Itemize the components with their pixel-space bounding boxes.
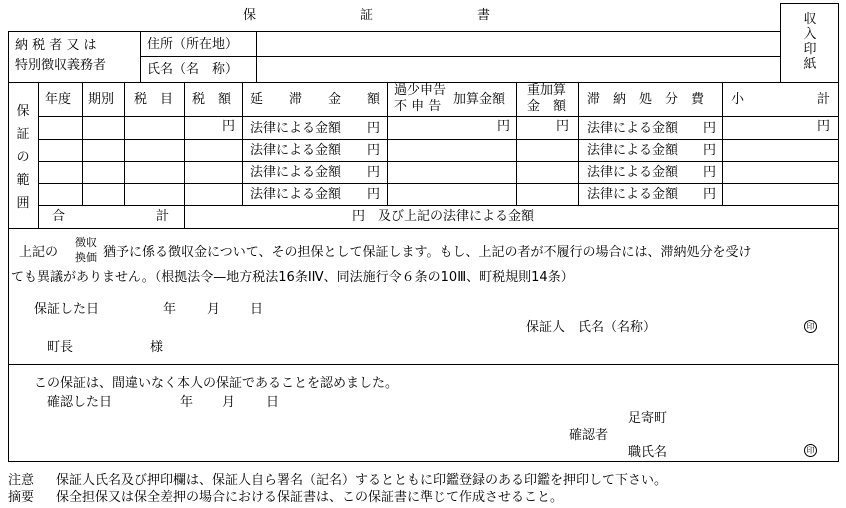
confirmation-day: 日 bbox=[266, 395, 280, 410]
header-heavy-line2: 金 額 bbox=[527, 99, 567, 114]
disposition-legal-3: 法律による金額 bbox=[587, 165, 679, 180]
disposition-yen-2: 円 bbox=[703, 143, 717, 158]
statement-prefix: 上記の bbox=[19, 245, 59, 260]
delinquency-legal-4: 法律による金額 bbox=[250, 187, 342, 202]
statement-kanji-top: 徴収 bbox=[75, 236, 97, 249]
confirmation-town: 足寄町 bbox=[628, 411, 668, 426]
scope-side-label: 保 証 の 範 囲 bbox=[16, 104, 30, 211]
delinquency-legal-1: 法律による金額 bbox=[250, 121, 342, 136]
header-underreport-line1: 過少申告 bbox=[394, 83, 447, 98]
confirmation-year: 年 bbox=[180, 395, 194, 410]
revenue-stamp-box: 収 入 印 紙 bbox=[803, 12, 817, 72]
taxpayer-label-line1: 納 税 者 又 は bbox=[15, 38, 97, 53]
delinquency-yen-3: 円 bbox=[367, 165, 381, 180]
delinquency-yen-4: 円 bbox=[367, 187, 381, 202]
guarantor-seal-mark: 印 bbox=[804, 320, 817, 333]
header-year: 年度 bbox=[45, 92, 72, 107]
delinquency-yen-2: 円 bbox=[367, 143, 381, 158]
guarantee-year: 年 bbox=[163, 302, 177, 317]
guarantee-month: 月 bbox=[207, 302, 221, 317]
taxpayer-label-line2: 特別徴収義務者 bbox=[15, 58, 107, 73]
tax-amount-yen: 円 bbox=[222, 119, 236, 134]
total-label: 合 計 bbox=[52, 209, 170, 224]
confirmer-label: 確認者 bbox=[569, 428, 609, 443]
addressee-honorific: 様 bbox=[150, 340, 164, 355]
address-label: 住所（所在地） bbox=[147, 37, 239, 52]
confirmation-month: 月 bbox=[222, 395, 236, 410]
confirmer-seal-mark: 印 bbox=[804, 444, 817, 457]
disposition-legal-2: 法律による金額 bbox=[587, 143, 679, 158]
confirmer-position-name: 職氏名 bbox=[628, 445, 668, 460]
name-label: 氏名（名 称） bbox=[147, 62, 239, 77]
guarantee-date-label: 保証した日 bbox=[34, 302, 100, 317]
heavy-yen: 円 bbox=[556, 119, 570, 134]
guarantee-day: 日 bbox=[250, 302, 264, 317]
total-value: 円 及び上記の法律による金額 bbox=[352, 209, 535, 224]
subtotal-yen: 円 bbox=[817, 119, 831, 134]
disposition-legal-1: 法律による金額 bbox=[587, 121, 679, 136]
header-tax-amount: 税 額 bbox=[192, 92, 232, 107]
note-text: 保証人氏名及び押印欄は、保証人自ら署名（記名）するとともに印鑑登録のある印鑑を押印して下さい。 bbox=[56, 473, 668, 488]
delinquency-yen-1: 円 bbox=[367, 121, 381, 136]
header-subtotal-left: 小 bbox=[731, 92, 745, 107]
header-underreport-line2: 不 申 告 bbox=[394, 99, 442, 114]
form-title: 保 証 書 bbox=[243, 8, 491, 23]
header-heavy-line1: 重加算 bbox=[527, 83, 567, 98]
header-disposition: 滞 納 処 分 費 bbox=[587, 92, 705, 107]
summary-text: 保全担保又は保全差押の場合における保証書は、この保証書に準じて作成させること。 bbox=[56, 490, 564, 505]
delinquency-legal-2: 法律による金額 bbox=[250, 143, 342, 158]
summary-label: 摘要 bbox=[8, 490, 35, 505]
underreport-yen: 円 bbox=[497, 119, 511, 134]
header-underreport-suffix: 加算金額 bbox=[453, 92, 506, 107]
disposition-yen-3: 円 bbox=[703, 165, 717, 180]
addressee-title: 町長 bbox=[47, 340, 74, 355]
header-tax-item: 税 目 bbox=[134, 92, 174, 107]
delinquency-legal-3: 法律による金額 bbox=[250, 165, 342, 180]
statement-kanji-bottom: 換価 bbox=[75, 251, 97, 264]
disposition-legal-4: 法律による金額 bbox=[587, 187, 679, 202]
header-period: 期別 bbox=[88, 92, 115, 107]
header-delinquency: 延 滞 金 額 bbox=[250, 92, 381, 107]
header-subtotal-right: 計 bbox=[817, 92, 831, 107]
statement-line1: 猶予に係る徴収金について、その担保として保証します。もし、上記の者が不履行の場合には、滞納処分を受け bbox=[103, 245, 752, 260]
disposition-yen-1: 円 bbox=[703, 121, 717, 136]
statement-line2: ても異議がありません。（根拠法令—地方税法16条ⅠⅣ、同法施行令６条の10Ⅲ、町税規則14条） bbox=[11, 270, 574, 285]
note-label: 注意 bbox=[8, 473, 35, 488]
confirmation-date-label: 確認した日 bbox=[47, 395, 113, 410]
guarantor-name-label: 保証人 氏名（名称） bbox=[526, 320, 657, 335]
disposition-yen-4: 円 bbox=[703, 187, 717, 202]
confirmation-text: この保証は、間違いなく本人の保証であることを認めました。 bbox=[34, 376, 399, 391]
